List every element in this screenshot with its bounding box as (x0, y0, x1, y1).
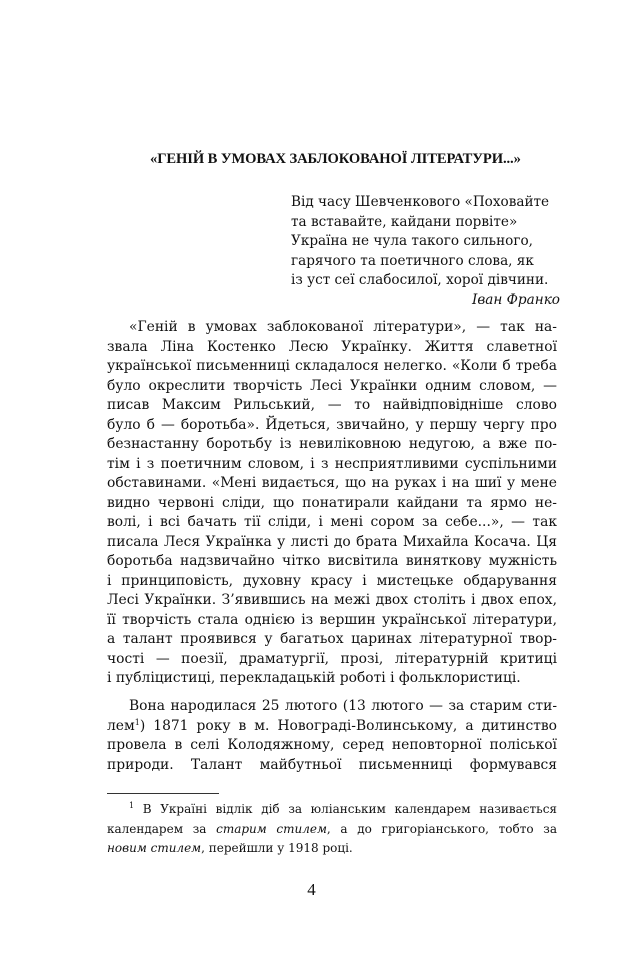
epigraph-line: та вставайте, кайдани порвіте» (291, 213, 518, 230)
footnote-text: , перейшли у 1918 році. (201, 841, 353, 855)
text-line: і принциповість, духовну красу і мистецьке обдарування (107, 572, 557, 589)
epigraph-line: із уст сеї слабосилої, хорої дівчини. (291, 272, 549, 289)
footnote-reference[interactable]: 1 (134, 717, 140, 727)
text-line: її творчість стала однією із вершин української літератури, (107, 611, 557, 628)
epigraph-author: Іван Франко (471, 291, 560, 308)
text-line: а талант проявився у багатьох царинах літературної твор- (107, 631, 557, 647)
text-line: української письменниці складалося нелегко. «Коли б треба (107, 358, 557, 374)
footnote-text: календарем за (107, 821, 207, 836)
text-line: провела в селі Колодяжному, серед неповторної поліської (107, 737, 557, 753)
text-line: було б — боротьба». Йдеться, звичайно, у першу чергу про (107, 416, 557, 433)
text-line: і публіцистиці, перекладацькій роботі і фольклористиці. (107, 670, 521, 686)
paragraph-2 (107, 697, 557, 775)
text-line: видно червоні сліди, що понатирали кайдани та ярмо не- (107, 494, 557, 511)
text-line: писав Максим Рильський, — то найвідповідніше слово (107, 397, 557, 413)
footnote (107, 800, 557, 859)
footnote-line (107, 800, 557, 820)
chapter-title: «ГЕНІЙ В УМОВАХ ЗАБЛОКОВАНОЇ ЛІТЕРАТУРИ...» (150, 151, 521, 167)
text-line: обставинами. «Мені видається, що на руках і на шиї у мене (107, 475, 557, 491)
text-line: тім і з поетичним словом, і з несприятливими суспільними (107, 455, 557, 472)
footnote-divider (107, 793, 219, 794)
text-line: «Геній в умовах заблокованої літератури», — так на- (129, 319, 557, 335)
text-line: боротьба надзвичайно чітко висвітила виняткову мужність (107, 553, 557, 569)
text-fragment: лем (107, 717, 135, 734)
text-line: природи. Талант майбутньої письменниці формувався (107, 756, 557, 773)
text-line: Вона народилася 25 лютого (13 лютого — за старим сти- (129, 698, 557, 714)
text-line (107, 717, 557, 737)
footnote-line (107, 839, 557, 859)
footnote-text: В Україні відлік діб за юліанським календарем називається (142, 802, 557, 816)
epigraph (291, 193, 561, 311)
text-line: безнастанну боротьбу із невиліковною недугою, а вже по- (107, 436, 557, 452)
text-line: Лесі Українки. З’явившись на межі двох століть і двох епох, (107, 592, 557, 608)
epigraph-line: Від часу Шевченкового «Поховайте (291, 194, 550, 210)
page-number: 4 (307, 880, 316, 899)
text-line: волі, і всі бачать тії сліди, і мені сором за себе...», — так (107, 514, 557, 530)
footnote-emphasis: старим стилем (216, 821, 327, 836)
text-line: писала Леся Українка у листі до брата Михайла Косача. Ця (107, 533, 557, 550)
footnote-line (107, 820, 557, 840)
footnote-marker: 1 (129, 801, 135, 810)
text-fragment: ) 1871 року в м. Новограді-Волинському, а дитинство (139, 717, 557, 734)
text-line: чості — поезії, драматургії, прозі, літературній критиці (107, 650, 557, 667)
epigraph-line: гарячого та поетичного слова, як (291, 252, 534, 269)
paragraph-1 (107, 318, 557, 689)
text-line: звала Ліна Костенко Лесю Українку. Життя славетної (107, 338, 557, 355)
epigraph-line: Україна не чула такого сильного, (291, 233, 533, 250)
text-line: було окреслити творчість Лесі Українки одним словом, — (107, 377, 557, 394)
footnote-text: , а до григоріанського, тобто за (326, 821, 557, 836)
footnote-emphasis: новим стилем (107, 841, 202, 855)
